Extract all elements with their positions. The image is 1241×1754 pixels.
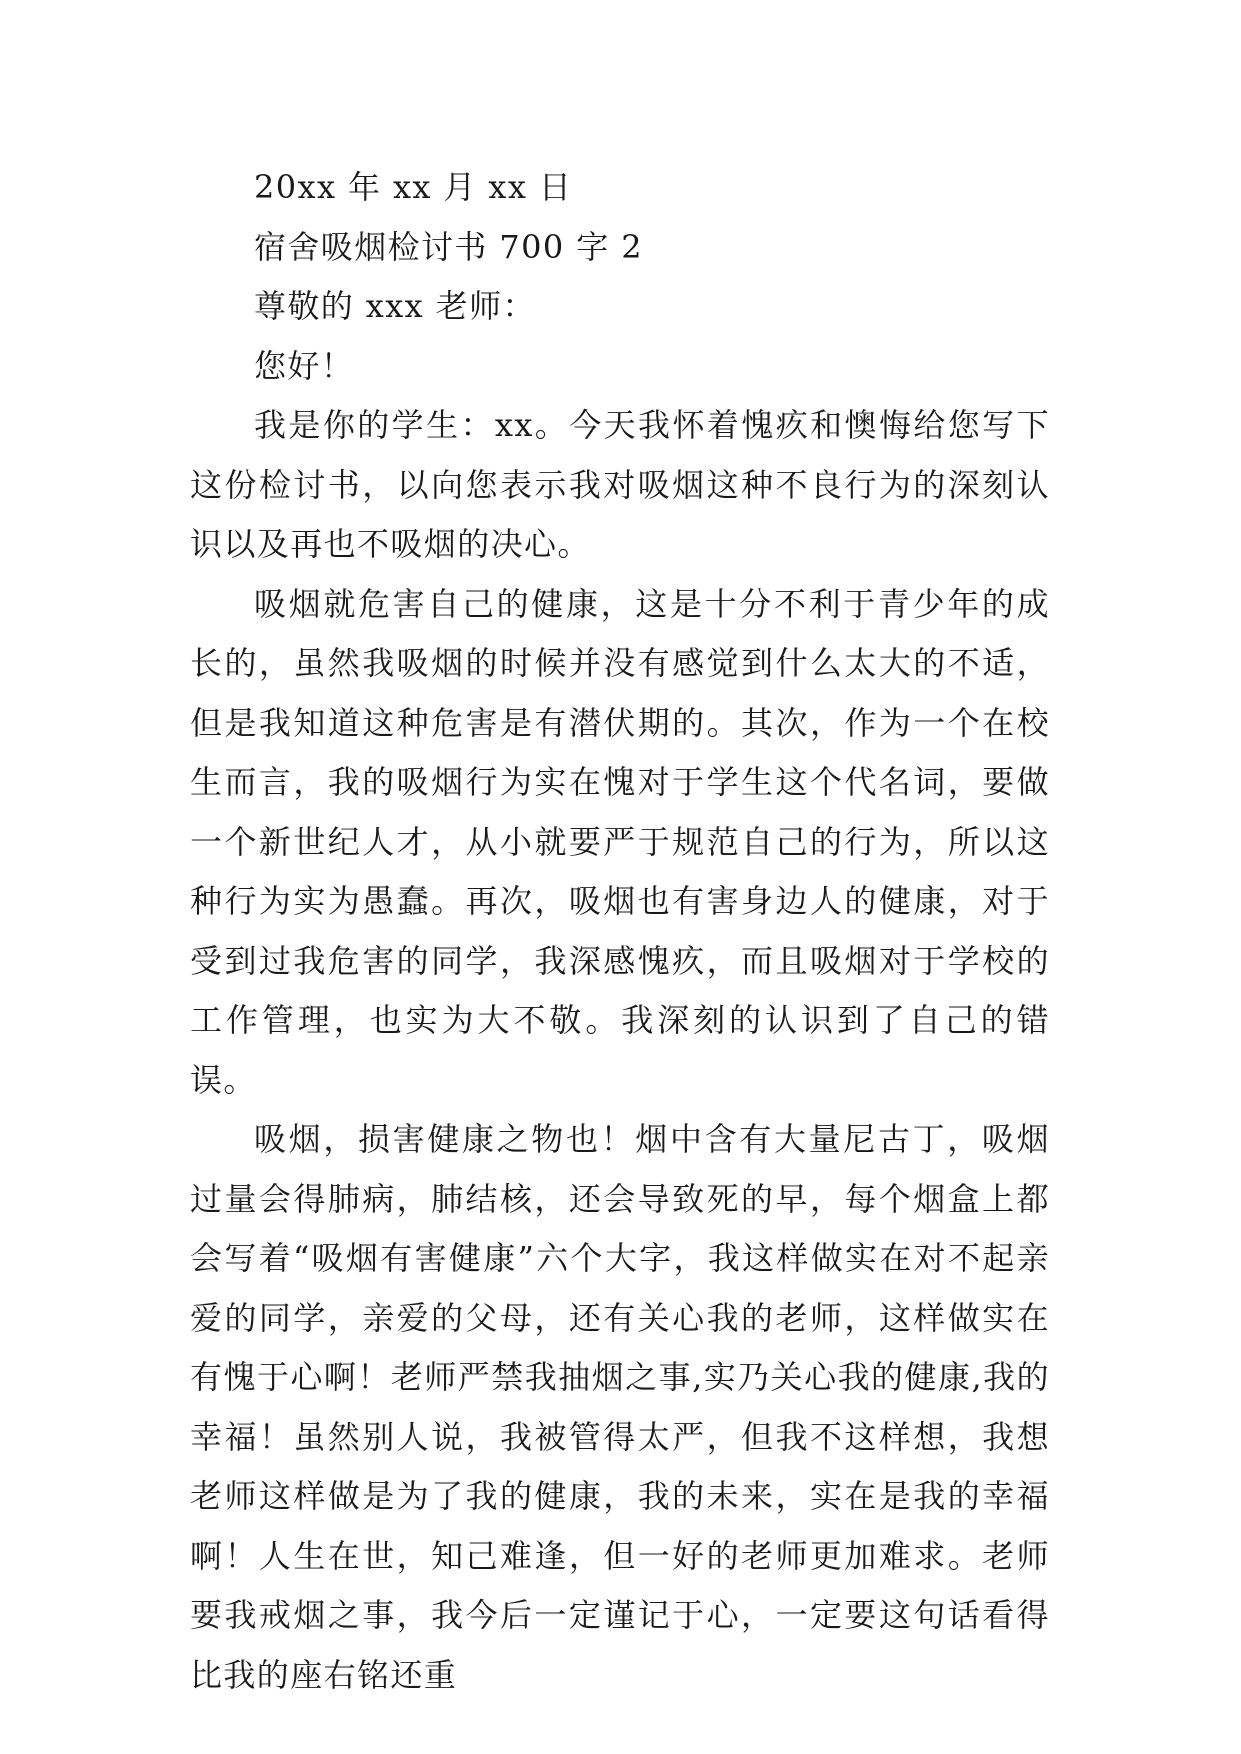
greeting: 您好！ [254,346,355,385]
paragraph-intro: 我是你的学生：xx。今天我怀着愧疚和懊悔给您写下这份检讨书，以向您表示我对吸烟这种不良行为的深刻认识以及再也不吸烟的决心。 [190,406,1050,563]
paragraph-harm: 吸烟就危害自己的健康，这是十分不利于青少年的成长的，虽然我吸烟的时候并没有感觉到什么太大的不适，但是我知道这种危害是有潜伏期的。其次，作为一个在校生而言，我的吸烟行为实在愧对于学生这个代名词，要做一个新世纪人才，从小就要严于规范自己的行为，所以这种行为实为愚蠢。再次，吸烟也有害身边人的健康，对于受到过我危害的同学，我深感愧疚，而且吸烟对于学校的工作管理，也实为大不敬。我深刻的认识到了自己的错误。 [190,584,1050,1099]
salutation: 尊敬的 xxx 老师： [254,287,536,325]
paragraph-reflection: 吸烟，损害健康之物也！烟中含有大量尼古丁，吸烟过量会得肺病，肺结核，还会导致死的早，每个烟盒上都会写着“吸烟有害健康”六个大字，我这样做实在对不起亲爱的同学，亲爱的父母，还有关心我的老师，这样做实在有愧于心啊！老师严禁我抽烟之事,实乃关心我的健康,我的幸福！虽然别人说，我被管得太严，但我不这样想，我想老师这样做是为了我的健康，我的未来，实在是我的幸福啊！人生在世，知己难逢，但一好的老师更加难求。老师要我戒烟之事，我今后一定谨记于心，一定要这句话看得比我的座右铭还重 [190,1120,1050,1694]
date-line: 20xx 年 xx 月 xx 日 [254,168,573,206]
document-body [190,158,1050,1705]
document-heading: 宿舍吸烟检讨书 700 字 2 [254,227,643,266]
